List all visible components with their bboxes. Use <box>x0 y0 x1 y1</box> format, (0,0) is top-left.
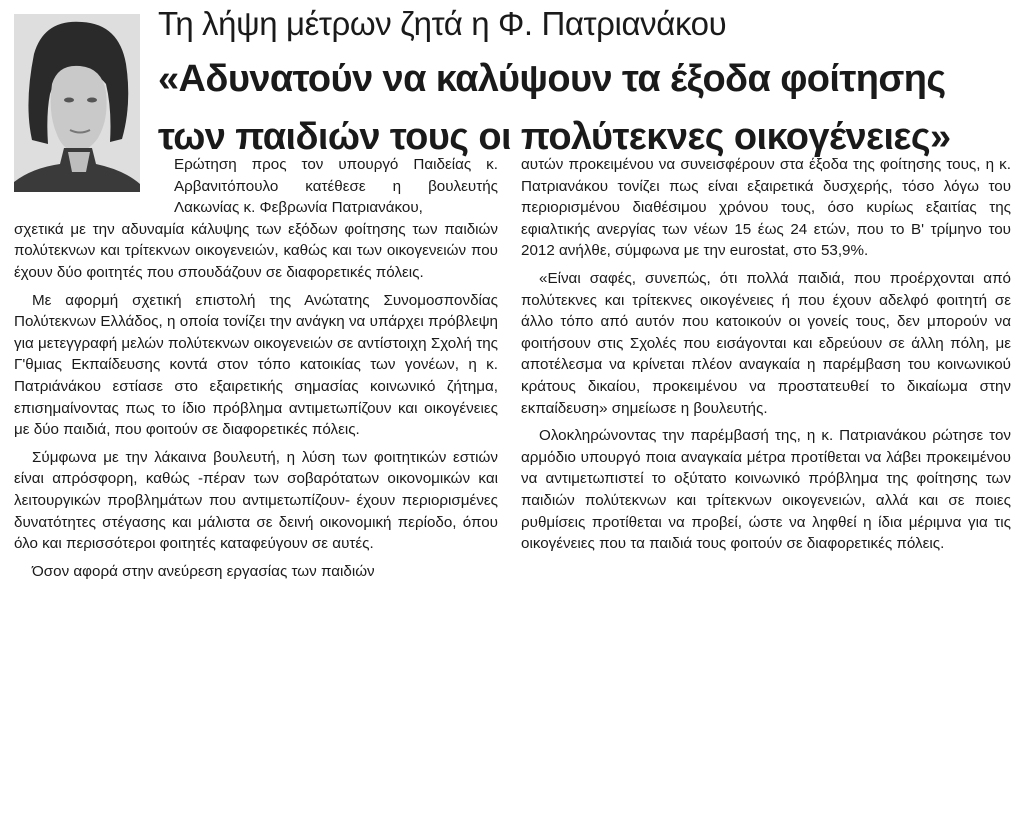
left-paragraph-2: Με αφορμή σχετική επιστολή της Ανώτατης Συνομοσπονδίας Πολύτεκνων Ελλάδος, η οποία τονίζει την ανάγκη να υπάρχει πρόβλεψη για μετεγγραφή μελών πολύτεκνων οικογενειών σε αντίστοιχη Σχολή της Γ'θμιας Εκπαίδευσης κοντά στον τόπο κατοικίας των γονέων, η κ. Πατριάνάκου εστίασε στο εξαιρετικής σημασίας κοινωνικό ζήτημα, επισημαίνοντας πως το ίδιο πρόβλημα αντιμετωπίζουν και οικογένειες με δύο παιδιά, που φοιτούν σε διαφορετικές πόλεις. <box>14 291 498 439</box>
right-column <box>521 154 1011 561</box>
headline-line-2: των παιδιών τους οι πολύτεκνες οικογένειες» <box>158 116 951 158</box>
left-paragraph-3: Σύμφωνα με την λάκαινα βουλευτή, η λύση των φοιτητικών εστιών είναι απρόσφορη, καθώς -πέραν των σοβαρότατων οικονομικών και λειτουργικών προβλημάτων που αντιμετωπίζουν- έχουν περιορισμένες δυνατότητες στέγασης και μάλιστα σε δεινή οικονομική περίοδο, όπου όλο και περισσότεροι φοιτητές καταφεύγουν σε αυτές. <box>14 448 498 553</box>
right-paragraph-1: «Είναι σαφές, συνεπώς, ότι πολλά παιδιά, που προέρχονται από πολύτεκνες και τρίτεκνες οικογένειες ή που έχουν αδελφό φοιτητή σε άλλο τόπο από αυτόν που κατοικούν οι γονείς τους, δεν μπορούν να φοιτήσουν στις Σχολές που εισάγονται και εδρεύουν σε άλλη πόλη, με αποτέλεσμα να κρίνεται πλέον αναγκαία η παρέμβαση του κοινωνικού κράτους δικαίου, προκειμένου να προστατευθεί το δικαίωμα στην εκπαίδευση» σημείωσε η βουλευτής. <box>521 269 1011 417</box>
left-paragraph-4: Όσον αφορά στην ανεύρεση εργασίας των παιδιών <box>32 562 375 580</box>
article-headline <box>158 50 1008 166</box>
headline-line-1: «Αδυνατούν να καλύψουν τα έξοδα φοίτησης <box>158 58 946 100</box>
left-paragraph-1b: σχετικά με την αδυναμία κάλυψης των εξόδων φοίτησης των παιδιών πολύτεκνων και τρίτεκνων οικογενειών, καθώς και των οικογενειών που έχουν δύο φοιτητές που σπουδάζουν σε διαφορετικές πόλεις. <box>14 220 498 281</box>
article-kicker: Τη λήψη μέτρων ζητά η Φ. Πατριανάκου <box>158 5 727 42</box>
right-paragraph-2: Ολοκληρώνοντας την παρέμβασή της, η κ. Πατριανάκου ρώτησε τον αρμόδιο υπουργό ποια αναγκαία μέτρα προτίθεται να λάβει προκειμένου να αντιμετωπιστεί το οξύτατο κοινωνικό πρόβλημα της φοίτησης των παιδιών πολύτεκνων και τρίτεκνων οικογενειών, αλλά και σε ποιες ρυθμίσεις προτίθεται να προβεί, ώστε να ληφθεί η ίδια μέριμνα για τις οικογένειες που τα παιδιά τους φοιτούν σε διαφορετικές πόλεις. <box>521 427 1011 553</box>
left-paragraph-1a: Ερώτηση προς τον υπουργό Παιδείας κ. Αρβανιτόπουλο κατέθεσε η βουλευτής Λακωνίας κ. Φεβρωνία Πατριανάκου, <box>174 156 498 217</box>
left-column <box>14 154 498 588</box>
right-paragraph-0: αυτών προκειμένου να συνεισφέρουν στα έξοδα της φοίτησης τους, η κ. Πατριανάκου τονίζει πως είναι εξαιρετικά δυσχερής, τόσο λόγω του περιορισμένου διαθέσιμου χρόνου τους, όσο κυρίως εξαιτίας της εφιαλτικής ανεργίας των νέων 15 έως 24 ετών, που το Β' τρίμηνο του 2012 ανήλθε, σύμφωνα με την eurostat, στο 53,9%. <box>521 156 1011 260</box>
